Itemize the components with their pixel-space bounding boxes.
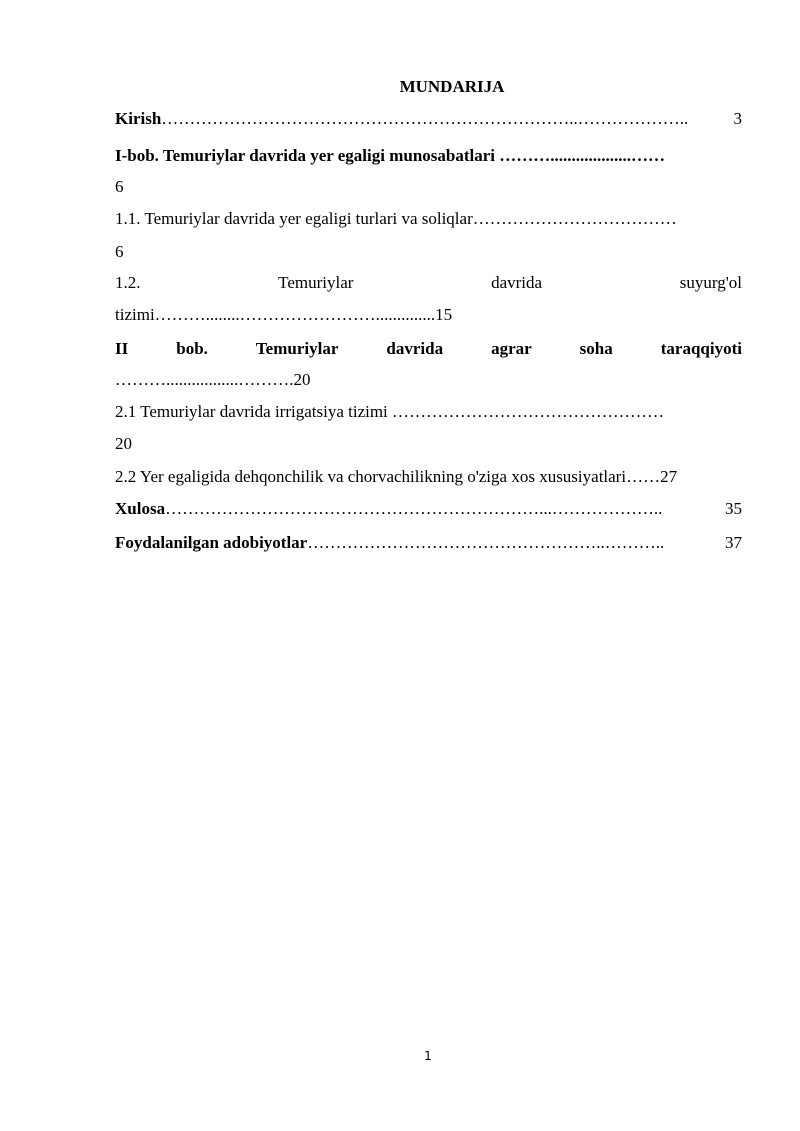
toc-entry-xulosa	[115, 498, 742, 520]
toc-word: bob.	[176, 339, 208, 358]
toc-word: II	[115, 339, 129, 358]
toc-entry-section-1-1: 1.1. Temuriylar davrida yer egaligi turlari va soliqlar………………………………	[115, 209, 677, 228]
toc-leader-dots: …………………………………………………………...………………..	[165, 499, 663, 518]
toc-word: soha	[579, 339, 613, 358]
toc-page-number: 35	[725, 499, 742, 518]
toc-entry-chapter-2	[115, 338, 742, 360]
toc-word: Temuriylar	[255, 339, 339, 358]
toc-word: agrar	[491, 339, 532, 358]
toc-word: suyurg'ol	[679, 273, 742, 292]
toc-leader-dots: ……………………………………………..………..	[307, 533, 665, 552]
toc-entry-label: Foydalanilgan adobiyotlar	[115, 533, 308, 552]
toc-word: Temuriylar	[278, 273, 354, 292]
toc-entry-adabiyotlar	[115, 532, 742, 554]
toc-entry-chapter-2-cont: ……….................……….20	[115, 370, 311, 389]
footer-page-number: 1	[424, 1049, 432, 1063]
toc-word: 1.2.	[115, 273, 141, 292]
toc-word: taraqqiyoti	[660, 339, 742, 358]
toc-word: davrida	[491, 273, 543, 292]
toc-entry-section-1-2	[115, 272, 742, 294]
toc-leader-dots: ………………………………………………………………..………………..	[161, 109, 689, 128]
toc-title: MUNDARIJA	[399, 77, 505, 96]
toc-page-number: 6	[115, 242, 124, 261]
toc-word: davrida	[386, 339, 444, 358]
toc-entry-section-1-2-cont: tizimi………........……………………..............15	[115, 305, 453, 324]
toc-page-number: 3	[733, 109, 742, 128]
toc-page-number: 20	[115, 434, 132, 453]
toc-entry-kirish	[115, 108, 742, 130]
toc-entry-chapter-1: I-bob. Temuriylar davrida yer egaligi munosabatlari ………...................……	[115, 146, 666, 165]
toc-entry-label: Xulosa	[115, 499, 166, 518]
toc-page-number: 6	[115, 177, 124, 196]
toc-entry-label: Kirish	[115, 109, 162, 128]
toc-entry-section-2-1: 2.1 Temuriylar davrida irrigatsiya tizimi …………………………………………	[115, 402, 665, 421]
toc-page-number: 37	[725, 533, 742, 552]
toc-entry-section-2-2: 2.2 Yer egaligida dehqonchilik va chorvachilikning o'ziga xos xususiyatlari……27	[115, 467, 678, 486]
